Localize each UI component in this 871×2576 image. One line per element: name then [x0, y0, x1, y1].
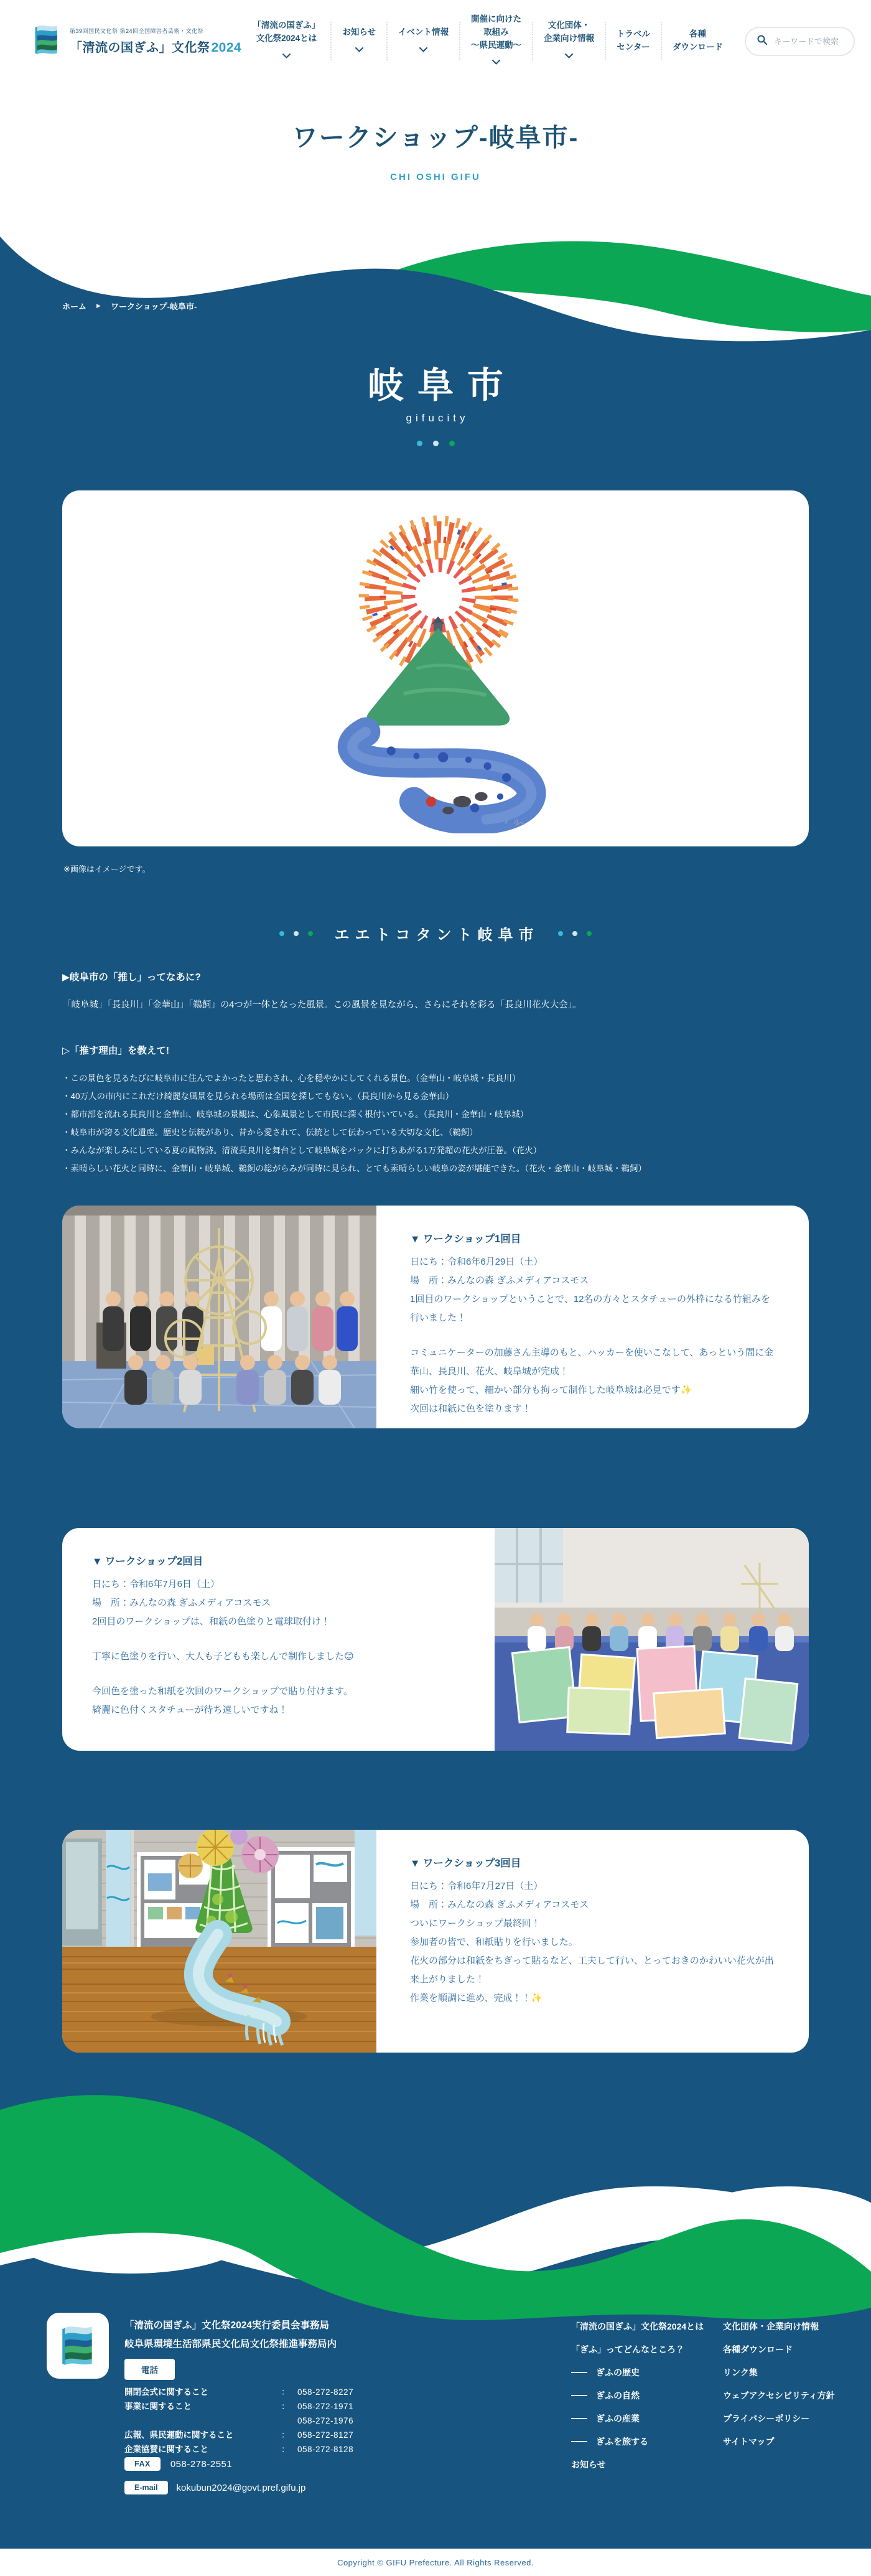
logo-flag-icon — [32, 24, 61, 59]
tel-badge: 電話 — [124, 2359, 175, 2380]
site-logo[interactable] — [32, 24, 241, 59]
footer-link-news[interactable]: お知らせ — [571, 2460, 606, 2470]
email-row — [124, 2481, 305, 2494]
search-box[interactable] — [745, 27, 855, 56]
email-badge: E-mail — [124, 2481, 168, 2494]
workshop-title: ▼ ワークショップ2回目 — [92, 1556, 203, 1567]
footer-link-gifu-nature[interactable]: ぎふの自然 — [571, 2388, 704, 2403]
site-header — [0, 0, 871, 82]
workshop-paragraph: 2回目のワークショップは、和紙の色塗りと電球取付け！ — [92, 1616, 331, 1627]
intro-text-block — [62, 971, 809, 1178]
question-2: ▷「推す理由」を教えて! — [62, 1046, 170, 1056]
footer-logo[interactable] — [47, 2313, 109, 2379]
footer-link-gifu-history[interactable]: ぎふの歴史 — [571, 2365, 704, 2380]
footer-link-sitemap[interactable]: サイトマップ — [723, 2437, 775, 2447]
reason-item: ・みんなが楽しみにしている夏の風物詩。清流長良川を舞台として岐阜城をバックに打ちあがる1万発超の花火が圧巻。（花火） — [62, 1146, 542, 1155]
workshop-card-1 — [62, 1206, 809, 1428]
footer-link-what-is-gifu[interactable]: 「ぎふ」ってどんなところ？ — [571, 2344, 684, 2354]
nav-item-organizations[interactable]: 文化団体・ 企業向け情報 — [533, 13, 605, 70]
dash-icon — [571, 2441, 587, 2442]
tel-rows — [124, 2385, 353, 2457]
footer-link-gifu-travel[interactable]: ぎふを旅する — [571, 2434, 704, 2449]
chevron-down-icon — [492, 56, 500, 69]
footer-link-links[interactable]: リンク集 — [723, 2368, 758, 2377]
footer-link-gifu-industry[interactable]: ぎふの産業 — [571, 2411, 704, 2426]
dot-pale — [433, 441, 439, 446]
reason-item: ・この景色を見るたびに岐阜市に住んでよかったと思わされ、心を穏やかにしてくれる景色。（金華山・岐阜城・長良川） — [62, 1074, 521, 1083]
image-note: ※画像はイメージです。 — [63, 864, 151, 874]
dot-pale — [294, 931, 299, 936]
workshop-paragraph: 1回目のワークショップということで、12名の方々とスタチューの外枠になる竹組みを行いました！ — [410, 1294, 770, 1323]
chevron-down-icon — [282, 50, 291, 63]
section-title: エエトコタント岐阜市 — [334, 927, 539, 944]
workshop-paragraph: コミュニケーターの加藤さん主導のもと、ハッカーを使いこなして、あっという間に金華山、長良川、花火、岐阜城が完成！ — [410, 1347, 774, 1377]
logo-small-line: 第39回国民文化祭 第24回全国障害者芸術・文化祭 — [70, 28, 204, 34]
footer-link-privacy[interactable]: プライバシーポリシー — [723, 2414, 810, 2424]
workshop-paragraph: 参加者の皆で、和紙貼りを行いました。 — [410, 1937, 578, 1947]
search-icon — [757, 35, 767, 48]
workshop-paragraph: 花火の部分は和紙をちぎって貼るなど、工夫して行い、とっておきのかわいい花火が出来上がりました！ — [410, 1955, 774, 1985]
workshop-place: 場 所：みんなの森 ぎふメディアコスモス — [410, 1275, 589, 1286]
dots-decoration-right — [558, 931, 592, 936]
copyright-text: Copyright © GIFU Prefecture. All Rights Reserved. — [337, 2557, 534, 2567]
tel-number: 058-272-8128 — [297, 2445, 354, 2454]
nav-item-about[interactable]: 「清流の国ぎふ」 文化祭2024とは — [242, 13, 330, 70]
footer-wave-decoration — [0, 2073, 871, 2321]
workshop-text-1 — [376, 1206, 809, 1428]
dot-green — [587, 931, 592, 936]
tel-number: 058-272-1971 — [297, 2402, 354, 2411]
fax-row — [124, 2457, 232, 2471]
reason-item: ・素晴らしい花火と同時に、金華山・岐阜城、鵜飼の総がらみが同時に見られ、とても素晴らしい岐阜の姿が堪能できた。（花火・金華山・岐阜城・鵜飼） — [62, 1164, 647, 1173]
chevron-down-icon — [565, 50, 573, 63]
workshop-place: 場 所：みんなの森 ぎふメディアコスモス — [92, 1598, 271, 1608]
dash-icon — [571, 2418, 587, 2419]
workshop-date: 日にち：令和6年7月27日（土） — [410, 1881, 543, 1891]
nav-item-initiatives[interactable]: 開催に向けた 取組み ～県民運動～ — [460, 13, 532, 70]
watercolor-artwork-image — [292, 503, 579, 833]
workshop-title: ▼ ワークショップ1回目 — [410, 1234, 521, 1245]
workshop-paragraph: ついにワークショップ最終回！ — [410, 1918, 541, 1929]
workshop-photo-1 — [62, 1206, 376, 1428]
section-heading — [0, 922, 871, 944]
workshop-text-2 — [62, 1528, 495, 1751]
fax-number: 058-278-2551 — [170, 2458, 233, 2470]
artwork-card — [62, 490, 809, 846]
reasons-list — [62, 1069, 809, 1178]
dot-green — [449, 441, 455, 446]
city-title: 岐阜市 — [367, 365, 517, 406]
chevron-down-icon — [355, 44, 363, 57]
dot-cyan — [558, 931, 563, 936]
tel-row: 広報、県民運動に関すること ： 058-272-8127 — [124, 2428, 353, 2442]
nav-item-downloads[interactable]: 各種 ダウンロード — [673, 29, 723, 52]
footer-link-organizations[interactable]: 文化団体・企業向け情報 — [723, 2321, 819, 2331]
workshop-paragraph: 綺麗に色付くスタチューが待ち遠しいですね！ — [92, 1705, 288, 1715]
footer-link-about[interactable]: 「清流の国ぎふ」文化祭2024とは — [571, 2321, 704, 2331]
main-nav — [242, 13, 734, 70]
tel-number: 058-272-8127 — [297, 2430, 354, 2440]
dots-decoration — [0, 441, 871, 446]
fax-badge: FAX — [124, 2457, 161, 2471]
workshop-photo-3 — [62, 1830, 376, 2053]
tel-row: 開閉会式に関すること ： 058-272-8227 — [124, 2385, 353, 2399]
reason-item: ・都市部を流れる長良川と金華山、岐阜城の景観は、心象風景として市民に深く根付いている。（長良川・金華山・岐阜城） — [62, 1110, 529, 1119]
workshop-title: ▼ ワークショップ3回目 — [410, 1858, 521, 1869]
workshop-paragraph: 丁寧に色塗りを行い、大人も子どもも楽しんで制作しました😊 — [92, 1651, 354, 1662]
copyright-bar — [0, 2549, 871, 2576]
workshop-place: 場 所：みんなの森 ぎふメディアコスモス — [410, 1899, 589, 1910]
workshop-card-3 — [62, 1830, 809, 2053]
dash-icon — [571, 2372, 587, 2373]
tel-row — [124, 2414, 353, 2428]
question-1: ▶岐阜市の「推し」ってなあに? — [62, 972, 201, 983]
workshop-date: 日にち：令和6年7月6日（土） — [92, 1579, 220, 1590]
nav-item-news[interactable]: お知らせ — [332, 13, 386, 70]
tel-number: 058-272-1976 — [297, 2416, 354, 2425]
logo-text — [70, 27, 241, 55]
breadcrumb-home-link[interactable]: ホーム — [62, 302, 87, 311]
chevron-down-icon — [419, 44, 427, 57]
dots-decoration-left — [279, 931, 313, 936]
city-subtitle: gifucity — [406, 412, 469, 424]
reason-item: ・40万人の市内にこれだけ綺麗な風景を見られる場所は全国を探してもない。（長良川から見る金華山） — [62, 1092, 454, 1101]
workshop-date: 日にち：令和6年6月29日（土） — [410, 1257, 543, 1267]
footer-links-column-1 — [571, 2319, 704, 2480]
workshop-paragraph: 細い竹を使って、細かい部分も拘って制作した岐阜城は必見です✨ — [410, 1385, 692, 1395]
reason-item: ・岐阜市が誇る文化遺産。歴史と伝統があり、昔から愛されて、伝統として伝わっている大切な文化、（鵜飼） — [62, 1128, 478, 1137]
page-title: ワークショップ-岐阜市- — [292, 123, 579, 152]
dot-green — [308, 931, 313, 936]
workshop-paragraph: 作業を順調に進め、完成！！✨ — [410, 1993, 543, 2003]
top-wave-decoration — [0, 237, 871, 349]
footer-links-column-2 — [723, 2319, 835, 2457]
nav-item-events[interactable]: イベント情報 — [388, 13, 459, 70]
footer-link-accessibility[interactable]: ウェブアクセシビリティ方針 — [723, 2391, 835, 2400]
breadcrumb-current: ワークショップ-岐阜市- — [110, 302, 197, 311]
dot-pale — [572, 931, 577, 936]
logo-flag-icon — [58, 2325, 97, 2366]
workshop-paragraph: 次回は和紙に色を塗ります！ — [410, 1403, 532, 1414]
dot-cyan — [417, 441, 422, 446]
footer-org-line2: 岐阜県環境生活部県民文化局文化祭推進事務局内 — [124, 2339, 337, 2349]
breadcrumb — [62, 300, 197, 312]
footer-org-line1: 「清流の国ぎふ」文化祭2024実行委員会事務局 — [124, 2320, 329, 2331]
answer-1: 「岐阜城」「長良川」「金華山」「鵜飼」の4つが一体となった風景。この風景を見ながら、さらにそれを彩る「長良川花火大会」。 — [62, 1000, 582, 1010]
page-subtitle: CHI OSHI GIFU — [390, 172, 481, 182]
workshop-text-3 — [376, 1830, 809, 2053]
dot-cyan — [279, 931, 284, 936]
dash-icon — [571, 2395, 587, 2396]
workshop-card-2 — [62, 1528, 809, 1751]
search-input[interactable] — [773, 36, 842, 47]
tel-number: 058-272-8227 — [297, 2387, 354, 2397]
workshop-photo-2 — [495, 1528, 809, 1751]
nav-item-travel-center[interactable]: トラベル センター — [617, 29, 650, 52]
logo-main-line: 「清流の国ぎふ」文化祭 — [70, 41, 210, 55]
tel-row: 企業協賛に関すること ： 058-272-8128 — [124, 2442, 353, 2457]
email-address[interactable]: kokubun2024@govt.pref.gifu.jp — [176, 2482, 306, 2493]
workshop-paragraph: 今回色を塗った和紙を次回のワークショップで貼り付けます。 — [92, 1686, 353, 1697]
tel-row: 事業に関すること ： 058-272-1971 — [124, 2399, 353, 2414]
logo-year: 2024 — [211, 40, 242, 55]
footer-link-downloads[interactable]: 各種ダウンロード — [723, 2344, 793, 2354]
breadcrumb-arrow-icon: ▶ — [96, 302, 101, 309]
footer-organization — [124, 2316, 337, 2354]
